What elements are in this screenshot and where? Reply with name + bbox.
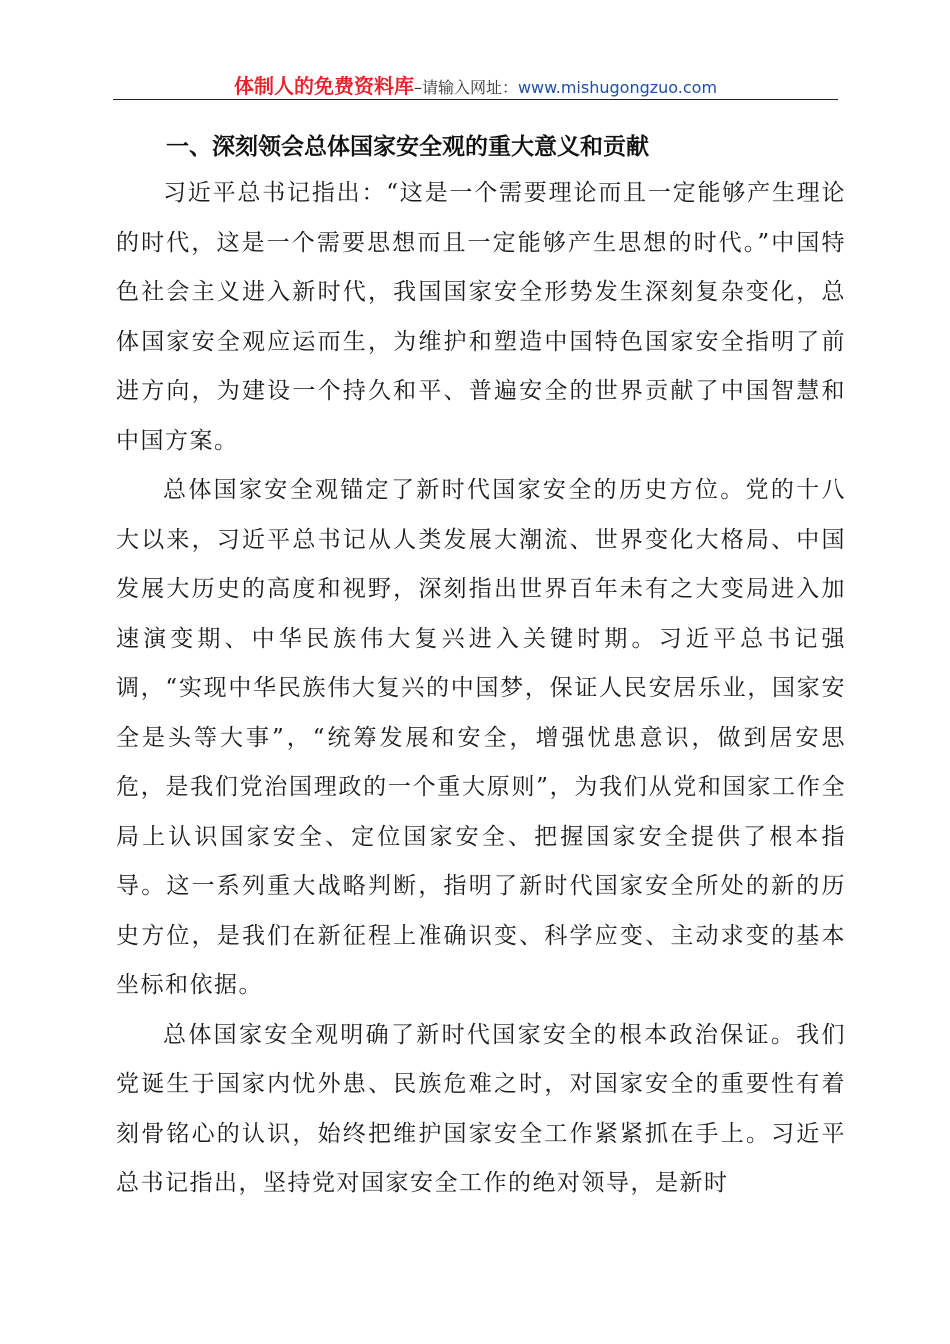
page-header [113, 70, 838, 100]
paragraph: 总体国家安全观锚定了新时代国家安全的历史方位。党的十八大以来，习近平总书记从人类发展大潮流、世界变化大格局、中国发展大历史的高度和视野，深刻指出世界百年未有之大变局进入加速演变期、中华民族伟大复兴进入关键时期。习近平总书记强调，“实现中华民族伟大复兴的中国梦，保证人民安居乐业，国家安全是头等大事”，“统筹发展和安全，增强忧患意识，做到居安思危，是我们党治国理政的一个重大原则”，为我们从党和国家工作全局上认识国家安全、定位国家安全、把握国家安全提供了根本指导。这一系列重大战略判断，指明了新时代国家安全所处的新的历史方位，是我们在新征程上准确识变、科学应变、主动求变的基本坐标和依据。 [116, 477, 846, 998]
document-body [116, 125, 846, 1209]
paragraph: 习近平总书记指出：“这是一个需要理论而且一定能够产生理论的时代，这是一个需要思想而且一定能够产生思想的时代。”中国特色社会主义进入新时代，我国国家安全形势发生深刻复杂变化，总体国家安全观应运而生，为维护和塑造中国特色国家安全指明了前进方向，为建设一个持久和平、普遍安全的世界贡献了中国智慧和中国方案。 [116, 180, 846, 454]
header-brand: 体制人的免费资料库 [233, 74, 414, 98]
paragraph: 总体国家安全观明确了新时代国家安全的根本政治保证。我们党诞生于国家内忧外患、民族危难之时，对国家安全的重要性有着刻骨铭心的认识，始终把维护国家安全工作紧紧抓在手上。习近平总书记指出，坚持党对国家安全工作的绝对领导，是新时 [116, 1021, 846, 1196]
section-heading: 一、深刻领会总体国家安全观的重大意义和贡献 [166, 134, 649, 160]
header-divider [113, 99, 838, 100]
header-url-link[interactable]: www.mishugongzuo.com [517, 78, 718, 97]
header-prompt: –请输入网址： [413, 78, 518, 97]
